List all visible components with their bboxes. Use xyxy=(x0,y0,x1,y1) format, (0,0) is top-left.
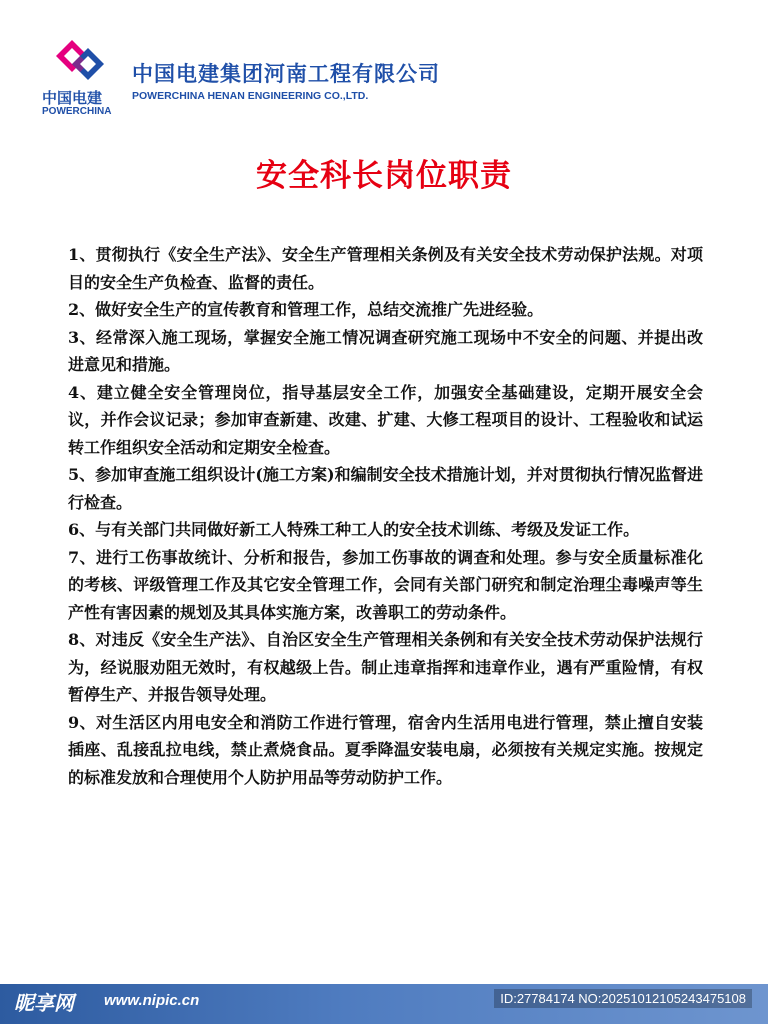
duty-item: 7、进行工伤事故统计、分析和报告，参加工伤事故的调查和处理。参与安全质量标准化的考核、评级管理工作及其它安全管理工作，会同有关部门研究和制定治理尘毒噪声等生产性有害因素的规划及其具体实施方案，改善职工的劳动条件。 xyxy=(68,547,703,622)
logo-text-en: POWERCHINA xyxy=(42,106,112,117)
duty-item: 8、对违反《安全生产法》、自治区安全生产管理相关条例和有关安全技术劳动保护法规行为，经说服劝阻无效时，有权越级上告。制止违章指挥和违章作业，遇有严重险情，有权暂停生产、并报告领导处理。 xyxy=(68,630,703,704)
duty-item: 9、对生活区内用电安全和消防工作进行管理，宿舍内生活用电进行管理，禁止擅自安装插座、乱接乱拉电线，禁止煮烧食品。夏季降温安装电扇，必须按有关规定实施。按规定的标准发放和合理使用个人防护用品等劳动防护工作。 xyxy=(68,712,703,787)
duty-item: 4、建立健全安全管理岗位，指导基层安全工作，加强安全基础建设，定期开展安全会议，并作会议记录；参加审查新建、改建、扩建、大修工程项目的设计、工程验收和试运转工作组织安全活动和定期安全检查。 xyxy=(68,382,703,457)
image-id-label: ID:27784174 NO:20251012105243475108 xyxy=(494,989,752,1008)
duties-list xyxy=(68,241,703,791)
page-title: 安全科长岗位职责 xyxy=(256,158,512,194)
duty-item: 6、与有关部门共同做好新工人特殊工种工人的安全技术训练、考级及发证工作。 xyxy=(68,520,640,539)
duty-item: 1、贯彻执行《安全生产法》、安全生产管理相关条例及有关安全技术劳动保护法规。对项目的安全生产负检查、监督的责任。 xyxy=(68,245,703,292)
duty-item: 3、经常深入施工现场，掌握安全施工情况调查研究施工现场中不安全的问题、并提出改进意见和措施。 xyxy=(68,327,703,374)
logo-text-cn: 中国电建 xyxy=(42,89,103,107)
company-name-cn: 中国电建集团河南工程有限公司 xyxy=(132,62,440,86)
powerchina-logo-icon xyxy=(50,38,110,88)
site-url[interactable]: www.nipic.cn xyxy=(104,992,200,1009)
site-logo: 昵享网 xyxy=(14,991,74,1015)
watermark-footer xyxy=(0,984,768,1024)
duty-item: 5、参加审查施工组织设计(施工方案)和编制安全技术措施计划，并对贯彻执行情况监督进行检查。 xyxy=(68,465,703,512)
duty-item: 2、做好安全生产的宣传教育和管理工作，总结交流推广先进经验。 xyxy=(68,300,544,319)
header xyxy=(36,38,536,118)
company-name-en: POWERCHINA HENAN ENGINEERING CO.,LTD. xyxy=(132,90,369,102)
